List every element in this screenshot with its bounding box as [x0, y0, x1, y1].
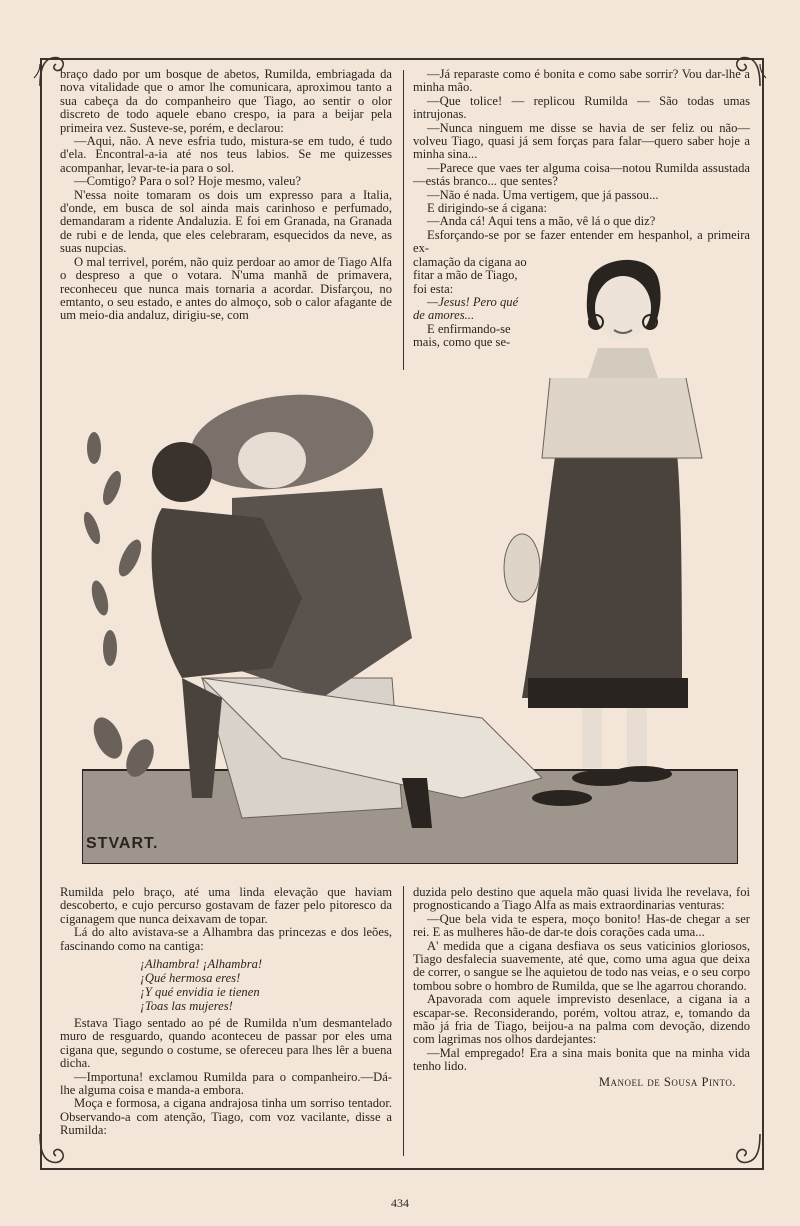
- paragraph: —Anda cá! Aqui tens a mão, vê lá o que diz?: [427, 214, 656, 229]
- poem-line: ¡Alhambra! ¡Alhambra!: [140, 957, 263, 972]
- paragraph: E enfirmando-se mais, como que se-: [413, 321, 511, 350]
- author-signature: Manoel de Sousa Pinto.: [598, 1074, 736, 1089]
- poem: [140, 957, 392, 1013]
- gypsy-head-illustration: [578, 248, 668, 378]
- paragraph: Apavorada com aquele imprevisto desenlace, a cigana ia a escapar-se. Reconsiderando, porém, voltou atraz, e, tomando da mão já fria de Tiago, beijou-a na palma com devoção, dizendo com lagrimas nos olhos dardejantes:: [413, 992, 750, 1047]
- poem-line: ¡Y qué envidia ie tienen: [140, 985, 260, 1000]
- paragraph: —Que bela vida te espera, moço bonito! Has-de chegar a ser rei. E as mulheres hão-de dar-te dois corações cada uma...: [413, 911, 750, 940]
- column-bottom-right: [413, 886, 750, 1089]
- paragraph: —Mal empregado! Era a sina mais bonita que na minha vida tenho lido.: [413, 1045, 750, 1074]
- poem-line: ¡Qué hermosa eres!: [140, 971, 241, 986]
- paragraph: N'essa noite tomaram os dois um expresso para a Italia, d'onde, em busca de sol ainda mais carinhoso e perfumado, demandaram a ridente Andaluzia. E foi em Granada, na Granada de rubi e de lenda, que eles celebraram, esquecidos da neve, as suas nupcias.: [60, 187, 392, 256]
- page-number: 434: [391, 1196, 409, 1210]
- paragraph: A' medida que a cigana desfiava os seus vaticinios gloriosos, Tiago desfalecia suavemente, até que, como uma agua que deixa de correr, o sangue se lhe aquietou de todo nas veias, e o seu corpo tombou sobre o hombro de Rumilda, que se lhe agarrou chorando.: [413, 938, 750, 993]
- artist-signature: STVART.: [86, 835, 159, 852]
- paragraph: —Já reparaste como é bonita e como sabe sorrir? Vou dar-lhe a minha mão.: [413, 67, 750, 95]
- paragraph: duzida pelo destino que aquela mão quasi livida lhe revelava, foi prognosticando a Tiago Alfa as mais extraordinarias venturas:: [413, 885, 750, 913]
- paragraph: Esforçando-se por se fazer entender em hespanhol, a primeira ex-: [413, 227, 750, 256]
- paragraph: braço dado por um bosque de abetos, Rumilda, embriagada da nova vitalidade que o amor lhe comunicara, aproximou tanto a sua cabeça da do companheiro que Tiago, ao sentir o olor discreto de todo aquele ebano crespo, ia para a beijar pela primeira vez. Susteve-se, porém, e declarou:: [60, 67, 392, 135]
- gypsy-skirt: [522, 418, 682, 698]
- paragraph: —Jesus! Pero qué de amores...: [413, 294, 519, 323]
- column-rule: [403, 886, 404, 1156]
- column-bottom-left: [60, 886, 392, 1138]
- paragraph: E dirigindo-se á cigana:: [427, 201, 547, 216]
- paragraph: —Não é nada. Uma vertigem, que já passou...: [427, 187, 659, 202]
- paragraph: —Parece que vaes ter alguma coisa—notou Rumilda assustada—estás branco... que sentes?: [413, 160, 750, 189]
- illustration: [82, 378, 738, 864]
- column-rule: [403, 70, 404, 370]
- paragraph: Lá do alto avistava-se a Alhambra das princezas e dos leões, fascinando como na cantiga:: [60, 925, 392, 953]
- paragraph: —Comtigo? Para o sol? Hoje mesmo, valeu?: [74, 174, 301, 189]
- paragraph: —Aqui, não. A neve esfria tudo, mistura-se em tudo, é tudo d'ela. Encontral-a-ia até nos teus labios. Se me quizesses acompanhar, levar-te-ia para o sol.: [60, 134, 392, 175]
- paragraph: Rumilda pelo braço, até uma linda elevação que haviam descoberto, e cujo percurso gostavam de fazer pelo pitoresco da ciganagem que nunca deixavam de topar.: [60, 885, 392, 926]
- corner-ornament-icon: [730, 1132, 770, 1172]
- paragraph: —Que tolice! — replicou Rumilda — São todas umas intrujonas.: [413, 93, 750, 122]
- foliage: [82, 432, 159, 781]
- corner-ornament-icon: [30, 1132, 70, 1172]
- paragraph: Moça e formosa, a cigana andrajosa tinha um sorriso tentador. Observando-a com atenção, Tiago, com voz vacilante, disse a Rumilda:: [60, 1096, 392, 1138]
- paragraph: O mal terrivel, porém, não quiz perdoar ao amor de Tiago Alfa o despreso a que o votara. N'uma manhã de primavera, reconheceu que nunca mais tornaria a acordar. Disfarçou, no emtanto, o seu estado, e antes do almoço, sob o calor afagante de um meio-dia andaluz, dirigiu-se, com: [60, 254, 392, 323]
- paragraph: —Nunca ninguem me disse se havia de ser feliz ou não—volveu Tiago, quasi já sem forças para falar—quero saber hoje a minha sina...: [413, 120, 750, 162]
- poem-line: ¡Toas las mujeres!: [140, 999, 233, 1014]
- paragraph: Estava Tiago sentado ao pé de Rumilda n'um desmantelado muro de resguardo, quando aconteceu de passar por eles uma cigana que, segundo o costume, se ofereceu para lhes lêr a buena dicha.: [60, 1016, 392, 1071]
- narrow-text-block: [413, 256, 531, 350]
- column-top-left: [60, 68, 392, 323]
- paragraph: clamação da cigana ao fitar a mão de Tiago, foi esta:: [413, 254, 527, 296]
- paragraph: —Importuna! exclamou Rumilda para o companheiro.—Dá-lhe alguma coisa e manda-a embora.: [60, 1069, 392, 1098]
